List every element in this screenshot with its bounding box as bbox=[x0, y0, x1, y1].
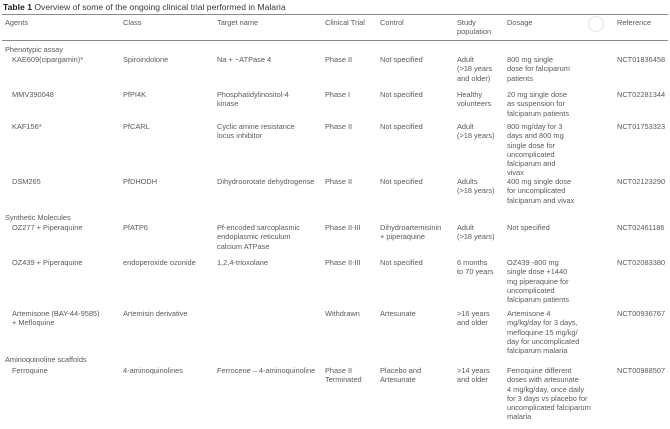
header-agents: Agents bbox=[5, 18, 29, 27]
cell-reference: NCT02461186 bbox=[617, 223, 665, 232]
cell-agent: Ferroquine bbox=[12, 366, 48, 375]
cell-dosage: 800 mg single dose for falciparum patients bbox=[507, 55, 570, 83]
caption-text: Overview of some of the ongoing clinical trial performed in Malaria bbox=[34, 2, 286, 12]
cell-dosage: Ferroquine different doses with artesunate 4 mg/kg/day, once daily for 3 days vs placebo for uncomplicated falciparum malaria bbox=[507, 366, 591, 422]
cell-reference: NCT00988507 bbox=[617, 366, 666, 375]
section-synthetic-molecules: Synthetic Molecules bbox=[5, 213, 71, 222]
cell-agent: DSM265 bbox=[12, 177, 41, 186]
cell-target: Pf-encoded sarcoplasmic endoplasmic reticulum calcium ATPase bbox=[217, 223, 300, 251]
cell-target: Dihydroorotate dehydrogense bbox=[217, 177, 315, 186]
cell-target: Na + −ATPase 4 bbox=[217, 55, 272, 64]
cell-trial: Phase II-III bbox=[325, 258, 361, 267]
cell-class: PfCARL bbox=[123, 122, 150, 131]
header-target-name: Target name bbox=[217, 18, 259, 27]
caption-label: Table 1 bbox=[3, 2, 32, 12]
header-reference: Reference bbox=[617, 18, 652, 27]
cell-target: Cyclic amine resistance locus inhibitor bbox=[217, 122, 295, 141]
cell-class: endoperoxide ozonide bbox=[123, 258, 196, 267]
cell-reference: NCT01836458 bbox=[617, 55, 666, 64]
cell-control: Not specified bbox=[380, 90, 423, 99]
cell-dosage: Artemisone 4 mg/kg/day for 3 days, mefloquine 15 mg/kg/ day for uncomplicated falciparum malaria bbox=[507, 309, 580, 356]
cell-control: Not specified bbox=[380, 55, 423, 64]
header-clinical-trial: Clinical Trial bbox=[325, 18, 365, 27]
header-study-population: Study population bbox=[457, 18, 492, 37]
header-control: Control bbox=[380, 18, 404, 27]
cell-population: Healthy volunteers bbox=[457, 90, 492, 109]
cell-reference: NCT02281344 bbox=[617, 90, 666, 99]
cell-class: 4-aminoquinolines bbox=[123, 366, 183, 375]
section-aminoquinoline-scaffolds: Aminoquinoline scaffolds bbox=[5, 355, 87, 364]
cell-reference: NCT01753323 bbox=[617, 122, 666, 131]
cell-class: Artemisin derivative bbox=[123, 309, 188, 318]
cell-dosage: OZ439 -800 mg single dose +1440 mg piperaquine for uncomplicated falciparum patients bbox=[507, 258, 570, 305]
cell-population: 6 months to 70 years bbox=[457, 258, 494, 277]
cell-trial: Phase II Terminated bbox=[325, 366, 362, 385]
cell-agent: Artemisone (BAY-44-9585) + Mefloquine bbox=[12, 309, 100, 328]
cell-dosage: 400 mg single dose for uncomplicated falciparum and vivax bbox=[507, 177, 575, 205]
cell-class: Spiroindolone bbox=[123, 55, 169, 64]
header-rule bbox=[2, 40, 668, 41]
cell-dosage: 800 mg/day for 3 days and 800 mg single dose for uncomplicated falciparum and vivax bbox=[507, 122, 564, 178]
cell-reference: NCT02123290 bbox=[617, 177, 666, 186]
cell-agent: MMV390048 bbox=[12, 90, 54, 99]
cell-reference: NCT02083380 bbox=[617, 258, 666, 267]
cell-population: Adult (>18 years) bbox=[457, 223, 495, 242]
cell-control: Not specified bbox=[380, 258, 423, 267]
cell-trial: Withdrawn bbox=[325, 309, 360, 318]
cell-target: Phosphatidylinositol-4 kinase bbox=[217, 90, 289, 109]
cell-trial: Phase II bbox=[325, 122, 353, 131]
table-caption bbox=[3, 2, 286, 12]
cell-population: Adult (>18 years and older) bbox=[457, 55, 493, 83]
header-dosage: Dosage bbox=[507, 18, 533, 27]
cell-class: PfATP6 bbox=[123, 223, 148, 232]
cell-trial: Phase I bbox=[325, 90, 351, 99]
cell-population: >14 years and older bbox=[457, 366, 490, 385]
cell-class: PfPI4K bbox=[123, 90, 147, 99]
cell-class: PfDHODH bbox=[123, 177, 158, 186]
cell-dosage: Not specified bbox=[507, 223, 550, 232]
cell-trial: Phase II-III bbox=[325, 223, 361, 232]
cell-agent: OZ439 + Piperaquine bbox=[12, 258, 83, 267]
cell-dosage: 20 mg single dose as suspension for falciparum patients bbox=[507, 90, 570, 118]
cell-trial: Phase II bbox=[325, 55, 353, 64]
cell-control: Artesunate bbox=[380, 309, 416, 318]
cell-trial: Phase II bbox=[325, 177, 353, 186]
watermark-seal-icon bbox=[588, 16, 604, 32]
cell-reference: NCT00936767 bbox=[617, 309, 666, 318]
cell-target: 1,2,4-trioxolane bbox=[217, 258, 268, 267]
cell-population: Adults (>18 years) bbox=[457, 177, 495, 196]
cell-agent: KAF156* bbox=[12, 122, 42, 131]
cell-agent: OZ277 + Piperaquine bbox=[12, 223, 83, 232]
cell-agent: KAE609(cipargamin)* bbox=[12, 55, 84, 64]
cell-target: Ferrocene – 4-aminoquinoline bbox=[217, 366, 316, 375]
cell-control: Dihydroartemisinin + piperaquine bbox=[380, 223, 442, 242]
top-rule bbox=[2, 14, 668, 15]
header-class: Class bbox=[123, 18, 142, 27]
cell-control: Not specified bbox=[380, 177, 423, 186]
cell-population: Adult (>18 years) bbox=[457, 122, 495, 141]
cell-population: >16 years and older bbox=[457, 309, 490, 328]
section-phenotypic-assay: Phenotypic assay bbox=[5, 45, 63, 54]
cell-control: Not specified bbox=[380, 122, 423, 131]
cell-control: Placebo and Artesunate bbox=[380, 366, 422, 385]
